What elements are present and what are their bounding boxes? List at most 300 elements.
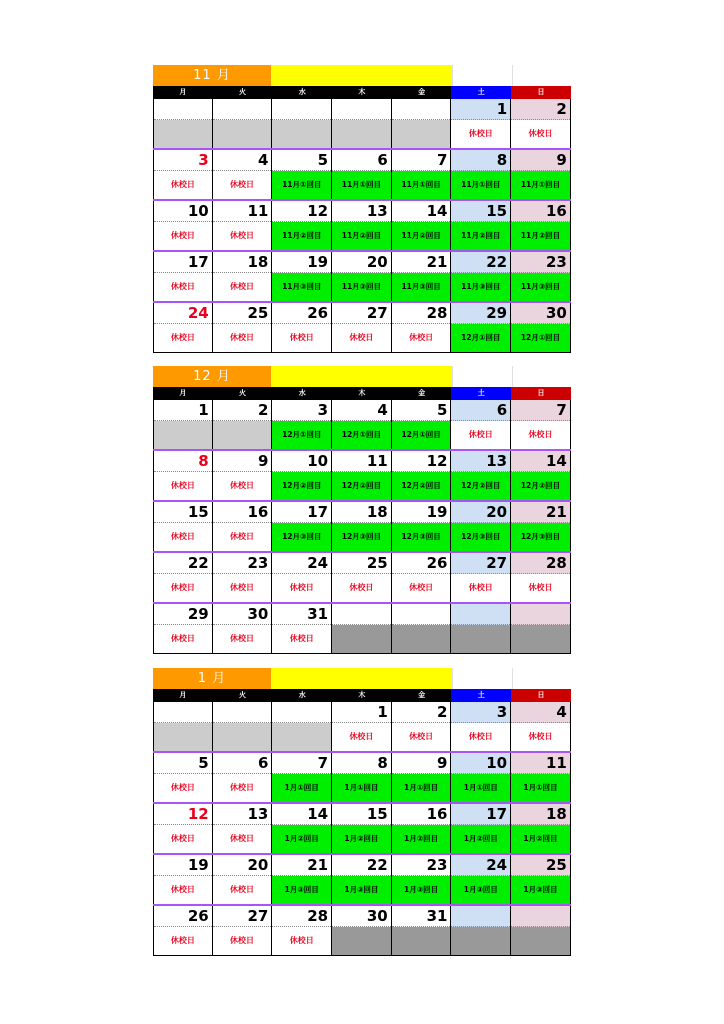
empty-slot [154,421,212,449]
day-number: 29 [154,604,212,625]
day-cell [332,150,392,199]
month-block [153,65,571,353]
day-cell [213,855,273,904]
day-number: 13 [451,451,510,472]
session-label: 12月①回目 [272,421,331,449]
empty-slot [154,120,212,148]
day-cell [451,400,511,449]
weekday-label: 土 [451,86,511,99]
day-cell [511,99,571,148]
day-cell [392,201,452,250]
day-cell [451,99,511,148]
day-cell [511,553,571,602]
day-cell [511,804,571,853]
month-title-row [153,668,571,689]
day-cell [272,804,332,853]
session-label: 1月①回目 [451,774,510,802]
school-holiday-label: 休校日 [528,732,553,741]
day-number: 4 [332,400,391,421]
day-cell [153,502,213,551]
day-number: 30 [332,906,391,927]
day-cell [392,855,452,904]
day-cell [272,451,332,500]
day-cell [451,804,511,853]
school-holiday-label: 休校日 [289,333,314,342]
day-number: 23 [213,553,272,574]
day-number [451,906,510,927]
school-holiday-label: 休校日 [409,583,434,592]
school-holiday-label: 休校日 [170,282,195,291]
day-number: 11 [332,451,391,472]
session-label: 11月①回目 [511,171,570,199]
day-cell [332,604,392,653]
day-cell [451,702,511,751]
day-cell [392,150,452,199]
day-cell [511,604,571,653]
session-label: 11月③回目 [511,273,570,301]
day-number: 21 [511,502,570,523]
day-cell [392,753,452,802]
day-number: 1 [154,400,212,421]
day-cell [153,252,213,301]
session-label: 11月②回目 [332,222,391,250]
school-holiday-label: 休校日 [230,333,255,342]
day-cell [392,906,452,955]
session-label: 1月②回目 [392,825,451,853]
empty-slot [451,625,510,653]
day-number: 3 [272,400,331,421]
day-cell [451,906,511,955]
empty-slot [332,120,391,148]
day-number: 20 [332,252,391,273]
month-title-band [271,668,452,689]
school-holiday-label: 休校日 [170,634,195,643]
day-cell [213,753,273,802]
day-cell [153,451,213,500]
day-cell [392,400,452,449]
empty-slot [272,723,331,751]
weekday-label: 月 [153,689,213,702]
school-holiday-label: 休校日 [528,430,553,439]
session-label: 1月②回目 [272,825,331,853]
day-cell [272,150,332,199]
day-cell [451,553,511,602]
day-number: 14 [272,804,331,825]
day-number [272,702,331,723]
session-label: 1月②回目 [332,825,391,853]
session-label: 12月①回目 [451,324,510,352]
weekday-label: 水 [272,689,332,702]
day-number: 18 [332,502,391,523]
day-number: 26 [392,553,451,574]
day-cell [272,906,332,955]
week-row [153,804,571,855]
day-cell [332,201,392,250]
school-holiday-label: 休校日 [170,333,195,342]
day-number: 2 [511,99,570,120]
day-number [392,604,451,625]
day-number: 26 [154,906,212,927]
day-cell [392,804,452,853]
day-number: 15 [154,502,212,523]
weekday-label: 水 [272,86,332,99]
day-number: 14 [392,201,451,222]
session-label: 11月③回目 [392,273,451,301]
day-number: 18 [213,252,272,273]
day-cell [153,150,213,199]
day-number: 22 [154,553,212,574]
day-cell [153,906,213,955]
session-label: 12月③回目 [451,523,510,551]
school-holiday-label: 休校日 [349,732,374,741]
weekday-label: 土 [451,689,511,702]
day-cell [511,150,571,199]
session-label: 12月①回目 [511,324,570,352]
day-cell [213,400,273,449]
day-cell [272,753,332,802]
day-number: 4 [511,702,570,723]
day-cell [213,303,273,352]
empty-slot [332,927,391,955]
day-cell [511,303,571,352]
session-label: 12月②回目 [451,472,510,500]
month-label: 11 月 [153,65,271,86]
day-number: 23 [392,855,451,876]
day-number: 24 [154,303,212,324]
empty-slot [392,927,451,955]
day-number: 13 [213,804,272,825]
session-label: 12月③回目 [392,523,451,551]
day-number: 24 [272,553,331,574]
day-number: 12 [392,451,451,472]
week-row [153,753,571,804]
day-cell [392,604,452,653]
day-cell [213,702,273,751]
day-number: 8 [451,150,510,171]
day-number: 27 [451,553,510,574]
school-holiday-label: 休校日 [230,834,255,843]
day-cell [272,400,332,449]
day-number: 15 [332,804,391,825]
session-label: 1月③回目 [451,876,510,904]
day-cell [213,906,273,955]
weekday-label: 水 [272,387,332,400]
day-number: 11 [511,753,570,774]
day-cell [153,702,213,751]
day-cell [511,451,571,500]
weekday-header [153,387,571,400]
day-number: 30 [511,303,570,324]
day-cell [332,252,392,301]
day-cell [392,99,452,148]
day-number: 11 [213,201,272,222]
day-cell [332,99,392,148]
day-number [332,604,391,625]
session-label: 11月③回目 [272,273,331,301]
day-cell [153,400,213,449]
week-row [153,303,571,353]
day-number: 5 [272,150,331,171]
day-cell [272,502,332,551]
day-cell [332,702,392,751]
day-number: 30 [213,604,272,625]
school-holiday-label: 休校日 [230,885,255,894]
day-number: 29 [451,303,510,324]
day-number: 17 [154,252,212,273]
day-number [154,702,212,723]
day-cell [451,753,511,802]
day-number [511,604,570,625]
school-holiday-label: 休校日 [409,732,434,741]
session-label: 11月②回目 [272,222,331,250]
session-label: 12月②回目 [272,472,331,500]
session-label: 12月①回目 [392,421,451,449]
school-holiday-label: 休校日 [230,231,255,240]
day-cell [511,252,571,301]
month-block [153,366,571,654]
day-number: 27 [332,303,391,324]
day-cell [511,400,571,449]
empty-slot [392,120,451,148]
day-cell [332,804,392,853]
session-label: 11月①回目 [272,171,331,199]
school-holiday-label: 休校日 [170,783,195,792]
session-label: 1月①回目 [511,774,570,802]
session-label: 11月②回目 [511,222,570,250]
school-holiday-label: 休校日 [289,583,314,592]
empty-slot [213,120,272,148]
day-cell [153,753,213,802]
session-label: 11月②回目 [451,222,510,250]
day-number: 22 [332,855,391,876]
day-cell [153,855,213,904]
day-cell [392,502,452,551]
day-number: 27 [213,906,272,927]
day-number [154,99,212,120]
day-number: 7 [392,150,451,171]
session-label: 11月①回目 [451,171,510,199]
day-cell [511,753,571,802]
day-number: 20 [451,502,510,523]
session-label: 11月②回目 [392,222,451,250]
school-holiday-label: 休校日 [230,634,255,643]
school-holiday-label: 休校日 [230,583,255,592]
week-row [153,252,571,303]
day-cell [213,604,273,653]
session-label: 1月②回目 [511,825,570,853]
day-number: 19 [392,502,451,523]
weekday-label: 木 [332,86,392,99]
weekday-header [153,689,571,702]
session-label: 11月①回目 [392,171,451,199]
empty-slot [213,421,272,449]
school-holiday-label: 休校日 [170,481,195,490]
week-row [153,553,571,604]
day-number [451,604,510,625]
day-cell [213,553,273,602]
weekday-label: 金 [392,86,452,99]
school-holiday-label: 休校日 [170,231,195,240]
week-row [153,201,571,252]
weekday-label: 月 [153,86,213,99]
title-grid-gap [452,65,572,86]
day-number: 16 [511,201,570,222]
day-number [511,906,570,927]
month-title-band [271,65,452,86]
day-number: 17 [272,502,331,523]
day-cell [272,702,332,751]
day-number [392,99,451,120]
day-number: 6 [213,753,272,774]
session-label: 11月③回目 [451,273,510,301]
day-number: 24 [451,855,510,876]
weekday-label: 日 [511,86,571,99]
day-number: 7 [511,400,570,421]
day-number: 8 [154,451,212,472]
weekday-label: 月 [153,387,213,400]
session-label: 1月②回目 [451,825,510,853]
day-number: 2 [213,400,272,421]
day-cell [451,252,511,301]
day-number [272,99,331,120]
session-label: 12月③回目 [272,523,331,551]
empty-slot [213,723,272,751]
day-cell [511,855,571,904]
session-label: 12月③回目 [332,523,391,551]
day-number: 25 [511,855,570,876]
month-block [153,668,571,956]
day-cell [511,906,571,955]
week-row [153,99,571,150]
day-number: 16 [392,804,451,825]
session-label: 1月①回目 [272,774,331,802]
day-number: 31 [392,906,451,927]
day-number: 19 [154,855,212,876]
day-cell [213,502,273,551]
school-holiday-label: 休校日 [468,430,493,439]
school-holiday-label: 休校日 [230,180,255,189]
school-holiday-label: 休校日 [230,481,255,490]
session-label: 12月①回目 [332,421,391,449]
school-holiday-label: 休校日 [289,634,314,643]
school-holiday-label: 休校日 [468,583,493,592]
school-holiday-label: 休校日 [170,180,195,189]
day-cell [392,702,452,751]
day-cell [332,303,392,352]
day-cell [272,303,332,352]
weekday-label: 火 [213,86,273,99]
weekday-label: 金 [392,387,452,400]
day-cell [272,99,332,148]
day-number [332,99,391,120]
school-holiday-label: 休校日 [528,129,553,138]
school-holiday-label: 休校日 [528,583,553,592]
week-row [153,855,571,906]
day-cell [392,252,452,301]
day-number: 25 [332,553,391,574]
empty-slot [451,927,510,955]
day-number: 16 [213,502,272,523]
day-number: 15 [451,201,510,222]
day-cell [332,553,392,602]
day-cell [272,604,332,653]
day-number: 18 [511,804,570,825]
school-holiday-label: 休校日 [230,936,255,945]
day-cell [332,502,392,551]
day-number: 14 [511,451,570,472]
day-cell [153,303,213,352]
day-number: 20 [213,855,272,876]
month-label: 1 月 [153,668,271,689]
session-label: 1月①回目 [392,774,451,802]
day-cell [392,451,452,500]
day-cell [511,702,571,751]
month-title-band [271,366,452,387]
school-holiday-label: 休校日 [170,936,195,945]
day-cell [392,553,452,602]
empty-slot [511,927,570,955]
day-cell [213,451,273,500]
day-number: 6 [332,150,391,171]
weekday-header [153,86,571,99]
empty-slot [154,723,212,751]
school-holiday-label: 休校日 [230,532,255,541]
day-number: 19 [272,252,331,273]
weekday-label: 日 [511,387,571,400]
day-cell [272,553,332,602]
week-row [153,702,571,753]
session-label: 12月②回目 [392,472,451,500]
day-cell [153,99,213,148]
weekday-label: 火 [213,387,273,400]
week-row [153,502,571,553]
day-number: 28 [392,303,451,324]
day-number: 21 [272,855,331,876]
day-cell [451,502,511,551]
school-holiday-label: 休校日 [170,885,195,894]
weekday-label: 木 [332,689,392,702]
day-cell [213,150,273,199]
day-number: 4 [213,150,272,171]
day-cell [451,451,511,500]
day-number: 9 [511,150,570,171]
week-row [153,451,571,502]
day-number: 10 [451,753,510,774]
day-number: 3 [451,702,510,723]
school-holiday-label: 休校日 [170,583,195,592]
school-holiday-label: 休校日 [230,282,255,291]
day-cell [213,804,273,853]
empty-slot [511,625,570,653]
day-number: 3 [154,150,212,171]
day-number: 1 [451,99,510,120]
session-label: 12月②回目 [332,472,391,500]
school-holiday-label: 休校日 [468,732,493,741]
day-cell [153,604,213,653]
day-cell [511,201,571,250]
day-number: 28 [511,553,570,574]
weekday-label: 木 [332,387,392,400]
day-cell [451,150,511,199]
title-grid-gap [452,668,572,689]
day-number: 13 [332,201,391,222]
session-label: 11月③回目 [332,273,391,301]
session-label: 11月①回目 [332,171,391,199]
session-label: 1月③回目 [511,876,570,904]
day-cell [153,553,213,602]
day-cell [392,303,452,352]
school-holiday-label: 休校日 [349,583,374,592]
